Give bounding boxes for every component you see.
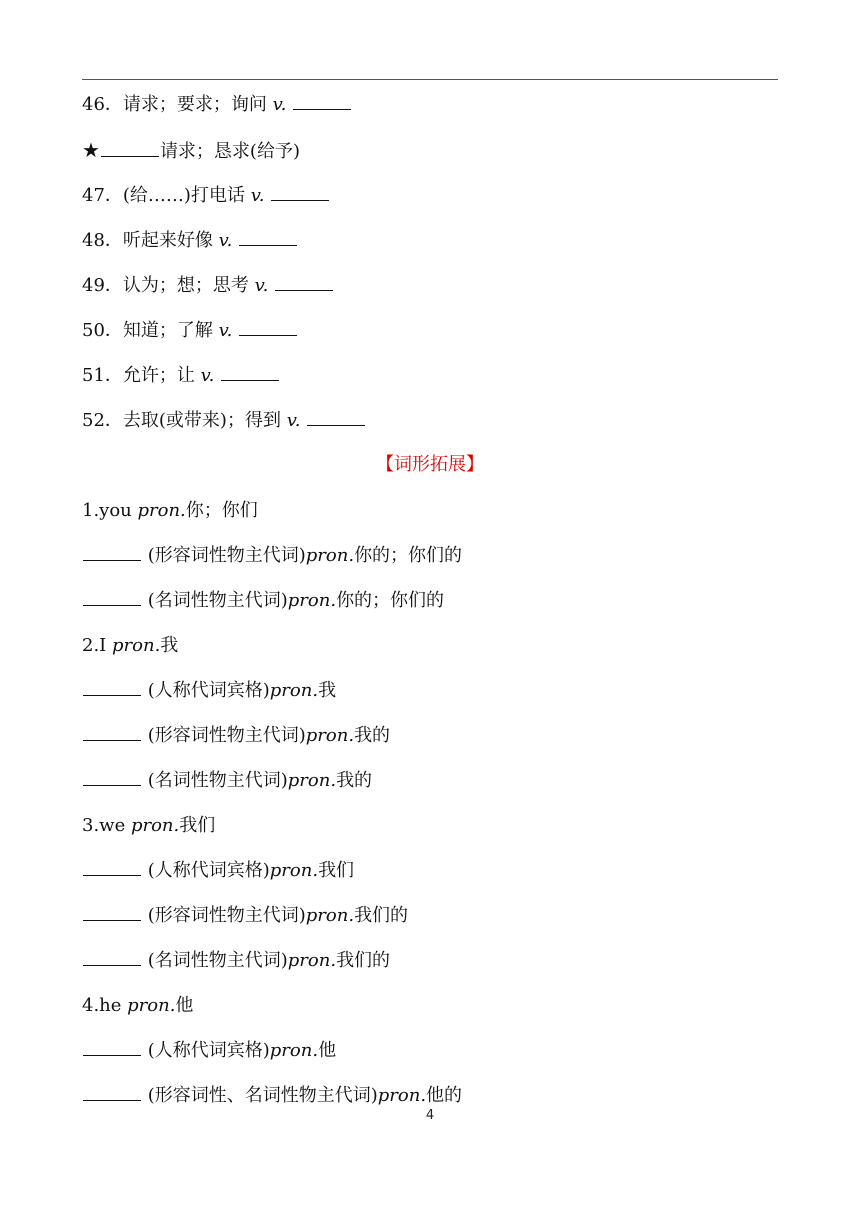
answer-blank[interactable] bbox=[83, 587, 141, 606]
item-meaning: (给……)打电话 bbox=[122, 185, 251, 206]
answer-blank[interactable] bbox=[83, 542, 141, 561]
form-description: (形容词性物主代词) bbox=[142, 905, 306, 926]
answer-blank[interactable] bbox=[221, 362, 279, 381]
form-description: (形容词性物主代词) bbox=[142, 545, 306, 566]
form-meaning: 你的；你们的 bbox=[354, 545, 463, 566]
form-meaning: 他的 bbox=[426, 1085, 463, 1106]
form-meaning: 我 bbox=[160, 635, 179, 656]
item-meaning: 去取(或带来)；得到 bbox=[122, 410, 287, 431]
form-item bbox=[82, 586, 444, 616]
form-meaning: 我们的 bbox=[336, 950, 391, 971]
vocab-item-50 bbox=[82, 316, 298, 346]
item-number: 47． bbox=[82, 185, 123, 206]
form-meaning: 他 bbox=[175, 995, 194, 1016]
part-of-speech: pron. bbox=[377, 1085, 427, 1106]
part-of-speech: pron. bbox=[305, 725, 355, 746]
part-of-speech: pron. bbox=[112, 635, 161, 656]
part-of-speech: pron. bbox=[269, 680, 319, 701]
item-meaning: 请求；恳求(给予) bbox=[159, 141, 300, 162]
item-meaning: 允许；让 bbox=[122, 365, 201, 386]
vocab-item-52 bbox=[82, 406, 366, 436]
form-description: (人称代词宾格) bbox=[142, 860, 270, 881]
answer-blank[interactable] bbox=[307, 407, 365, 426]
vocab-item-51 bbox=[82, 361, 280, 391]
answer-blank[interactable] bbox=[275, 272, 333, 291]
section-title: 【词形拓展】 bbox=[376, 454, 484, 475]
part-of-speech: pron. bbox=[127, 995, 176, 1016]
vocab-item-48 bbox=[82, 226, 298, 256]
answer-blank[interactable] bbox=[101, 138, 159, 157]
star-icon: ★ bbox=[82, 138, 100, 162]
form-head-you bbox=[82, 496, 258, 526]
part-of-speech: pron. bbox=[137, 500, 186, 521]
head-word: 3.we bbox=[82, 815, 131, 836]
head-word: 2.I bbox=[82, 635, 113, 656]
item-meaning: 请求；要求；询问 bbox=[122, 94, 273, 115]
form-head-he bbox=[82, 991, 193, 1021]
form-item bbox=[82, 946, 390, 976]
form-item bbox=[82, 901, 408, 931]
form-head-i bbox=[82, 631, 178, 661]
answer-blank[interactable] bbox=[83, 947, 141, 966]
form-description: (名词性物主代词) bbox=[142, 770, 288, 791]
part-of-speech: pron. bbox=[287, 950, 337, 971]
form-description: (名词性物主代词) bbox=[142, 590, 288, 611]
head-word: 1.you bbox=[82, 500, 138, 521]
part-of-speech: v. bbox=[218, 320, 233, 341]
form-description: (人称代词宾格) bbox=[142, 680, 270, 701]
item-number: 52． bbox=[82, 410, 123, 431]
part-of-speech: v. bbox=[218, 230, 233, 251]
answer-blank[interactable] bbox=[83, 1037, 141, 1056]
answer-blank[interactable] bbox=[83, 767, 141, 786]
form-item bbox=[82, 766, 372, 796]
part-of-speech: pron. bbox=[305, 905, 355, 926]
item-meaning: 听起来好像 bbox=[122, 230, 219, 251]
part-of-speech: pron. bbox=[269, 1040, 319, 1061]
form-meaning: 你；你们 bbox=[185, 500, 258, 521]
part-of-speech: v. bbox=[200, 365, 215, 386]
vocab-item-46 bbox=[82, 90, 352, 120]
part-of-speech: pron. bbox=[287, 590, 337, 611]
item-number: 48． bbox=[82, 230, 123, 251]
form-item bbox=[82, 541, 462, 571]
form-head-we bbox=[82, 811, 215, 841]
item-number: 46． bbox=[82, 94, 123, 115]
answer-blank[interactable] bbox=[83, 1082, 141, 1101]
form-description: (形容词性物主代词) bbox=[142, 725, 306, 746]
form-meaning: 我们的 bbox=[354, 905, 409, 926]
form-meaning: 我们 bbox=[318, 860, 355, 881]
part-of-speech: pron. bbox=[305, 545, 355, 566]
form-item bbox=[82, 1036, 336, 1066]
answer-blank[interactable] bbox=[83, 857, 141, 876]
form-item bbox=[82, 721, 390, 751]
answer-blank[interactable] bbox=[239, 317, 297, 336]
answer-blank[interactable] bbox=[83, 677, 141, 696]
item-number: 51． bbox=[82, 365, 123, 386]
form-meaning: 你的；你们的 bbox=[336, 590, 445, 611]
form-item bbox=[82, 676, 336, 706]
form-meaning: 他 bbox=[318, 1040, 337, 1061]
vocab-item-49 bbox=[82, 271, 334, 301]
answer-blank[interactable] bbox=[293, 91, 351, 110]
answer-blank[interactable] bbox=[239, 227, 297, 246]
form-description: (名词性物主代词) bbox=[142, 950, 288, 971]
part-of-speech: v. bbox=[272, 94, 287, 115]
form-meaning: 我的 bbox=[336, 770, 373, 791]
form-description: (人称代词宾格) bbox=[142, 1040, 270, 1061]
form-item bbox=[82, 856, 354, 886]
item-meaning: 认为；想；思考 bbox=[122, 275, 255, 296]
item-meaning: 知道；了解 bbox=[122, 320, 219, 341]
item-number: 50． bbox=[82, 320, 123, 341]
form-description: (形容词性、名词性物主代词) bbox=[142, 1085, 378, 1106]
vocab-item-star bbox=[82, 135, 300, 165]
head-word: 4.he bbox=[82, 995, 128, 1016]
part-of-speech: v. bbox=[250, 185, 265, 206]
part-of-speech: pron. bbox=[287, 770, 337, 791]
part-of-speech: v. bbox=[254, 275, 269, 296]
part-of-speech: pron. bbox=[130, 815, 180, 836]
form-meaning: 我们 bbox=[179, 815, 216, 836]
header-rule bbox=[82, 79, 778, 80]
page-number: 4 bbox=[425, 1108, 435, 1123]
vocab-item-47 bbox=[82, 181, 330, 211]
part-of-speech: pron. bbox=[269, 860, 319, 881]
form-item bbox=[82, 1081, 462, 1111]
part-of-speech: v. bbox=[286, 410, 301, 431]
answer-blank[interactable] bbox=[271, 182, 329, 201]
form-meaning: 我的 bbox=[354, 725, 391, 746]
answer-blank[interactable] bbox=[83, 722, 141, 741]
answer-blank[interactable] bbox=[83, 902, 141, 921]
item-number: 49． bbox=[82, 275, 123, 296]
form-meaning: 我 bbox=[318, 680, 337, 701]
